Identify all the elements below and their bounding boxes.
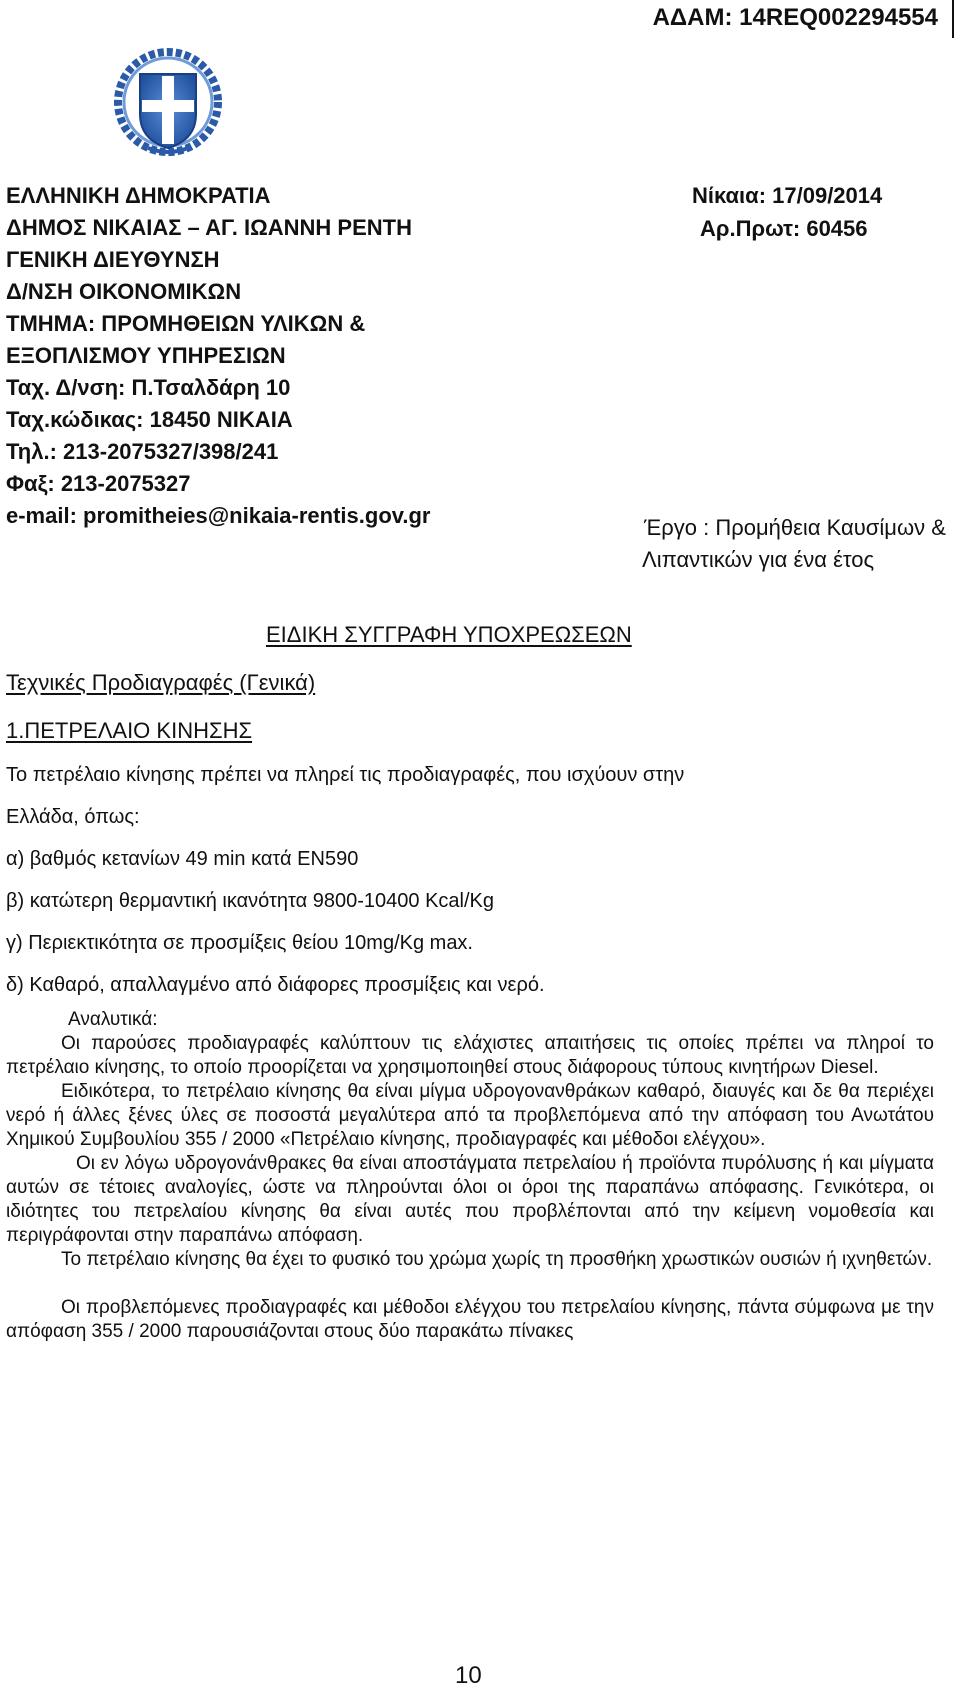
- intro-line: Ελλάδα, όπως:: [6, 806, 140, 828]
- subtitle-diesel: 1.ΠΕΤΡΕΛΑΙΟ ΚΙΝΗΣΗΣ: [6, 718, 253, 743]
- issuer-line: ΔΗΜΟΣ ΝΙΚΑΙΑΣ – ΑΓ. ΙΩΑΝΝΗ ΡΕΝΤΗ: [6, 215, 412, 240]
- issuer-line: ΕΞΟΠΛΙΣΜΟΥ ΥΠΗΡΕΣΙΩΝ: [6, 343, 286, 368]
- paragraph: Οι προβλεπόμενες προδιαγραφές και μέθοδοι ελέγχου του πετρελαίου κίνησης, πάντα σύμφωνα με την απόφαση 355 / 2000 παρουσιάζονται στους δύο παρακάτω πίνακες: [6, 1297, 934, 1342]
- project-title-line2: Λιπαντικών για ένα έτος: [642, 547, 875, 572]
- issuer-line: ΓΕΝΙΚΗ ΔΙΕΥΘΥΝΣΗ: [6, 247, 220, 272]
- issuer-line: Ταχ.κώδικας: 18450 ΝΙΚΑΙΑ: [6, 407, 293, 432]
- project-title-line1: Έργο : Προμήθεια Καυσίμων &: [644, 515, 946, 540]
- protocol-number: Αρ.Πρωτ: 60456: [700, 216, 868, 241]
- issuer-line: Τηλ.: 213-2075327/398/241: [6, 439, 279, 464]
- document-date: Νίκαια: 17/09/2014: [692, 183, 883, 208]
- spec-item-c: γ) Περιεκτικότητα σε προσμίξεις θείου 10mg/Kg max.: [6, 932, 473, 954]
- analytika-heading: Αναλυτικά:: [68, 1009, 158, 1030]
- spec-item-b: β) κατώτερη θερμαντική ικανότητα 9800-10400 Kcal/Kg: [6, 890, 494, 912]
- adam-divider: [952, 0, 954, 38]
- spec-item-d: δ) Καθαρό, απαλλαγμένο από διάφορες προσμίξεις και νερό.: [6, 974, 545, 996]
- paragraph: Ειδικότερα, το πετρέλαιο κίνησης θα είναι μίγμα υδρογονανθράκων καθαρό, διαυγές και δε θα περιέχει νερό ή άλλες ξένες ύλες σε ποσοστά μεγαλύτερα από τα προβλεπόμενα από την απόφαση του Ανωτάτου Χημικού Συμβουλίου 355 / 2000 «Πετρέλαιο κίνησης, προδιαγραφές και μέθοδοι ελέγχου».: [6, 1081, 934, 1150]
- issuer-line: Ταχ. Δ/νση: Π.Τσαλδάρη 10: [6, 375, 291, 400]
- issuer-line: ΤΜΗΜΑ: ΠΡΟΜΗΘΕΙΩΝ ΥΛΙΚΩΝ &: [6, 311, 366, 336]
- paragraph: Οι εν λόγω υδρογονάνθρακες θα είναι αποστάγματα πετρελαίου ή προϊόντα πυρόλυσης ή και μίγματα αυτών σε τέτοιες αναλογίες, ώστε να πληρούνται όλοι οι όροι της παραπάνω απόφασης. Γενικότερα, οι ιδιότητες του πετρελαίου κίνησης θα είναι αυτές που προβλέπονται από την κείμενη νομοθεσία και περιγράφονται στην παραπάνω απόφαση.: [6, 1153, 934, 1246]
- paragraph: Το πετρέλαιο κίνησης θα έχει το φυσικό του χρώμα χωρίς τη προσθήκη χρωστικών ουσιών ή ιχνηθετών.: [61, 1249, 933, 1270]
- hellenic-republic-emblem-icon: [114, 44, 222, 156]
- spec-item-a: α) βαθμός κετανίων 49 min κατά ΕΝ590: [6, 848, 359, 870]
- issuer-line: Φαξ: 213-2075327: [6, 471, 191, 496]
- subtitle-general-specs: Τεχνικές Προδιαγραφές (Γενικά): [6, 670, 316, 695]
- issuer-block: [6, 180, 430, 532]
- issuer-line: e-mail: promitheies@nikaia-rentis.gov.gr: [6, 503, 431, 528]
- paragraph: Οι παρούσες προδιαγραφές καλύπτουν τις ελάχιστες απαιτήσεις τις οποίες πρέπει να πληροί το πετρέλαιο κίνησης, το οποίο προορίζεται να χρησιμοποιηθεί στους διάφορους τύπους κινητήρων Diesel.: [6, 1033, 934, 1078]
- analytical-section: [6, 1008, 934, 1344]
- page-number: 10: [455, 1662, 482, 1689]
- issuer-line: Δ/ΝΣΗ ΟΙΚΟΝΟΜΙΚΩΝ: [6, 279, 242, 304]
- section-title: ΕΙΔΙΚΗ ΣΥΓΓΡΑΦΗ ΥΠΟΧΡΕΩΣΕΩΝ: [266, 622, 632, 647]
- issuer-line: ΕΛΛΗΝΙΚΗ ΔΗΜΟΚΡΑΤΙΑ: [6, 183, 271, 208]
- adam-code: ΑΔΑΜ: 14REQ002294554: [652, 4, 938, 31]
- intro-line: Το πετρέλαιο κίνησης πρέπει να πληρεί τις προδιαγραφές, που ισχύουν στην: [6, 764, 685, 786]
